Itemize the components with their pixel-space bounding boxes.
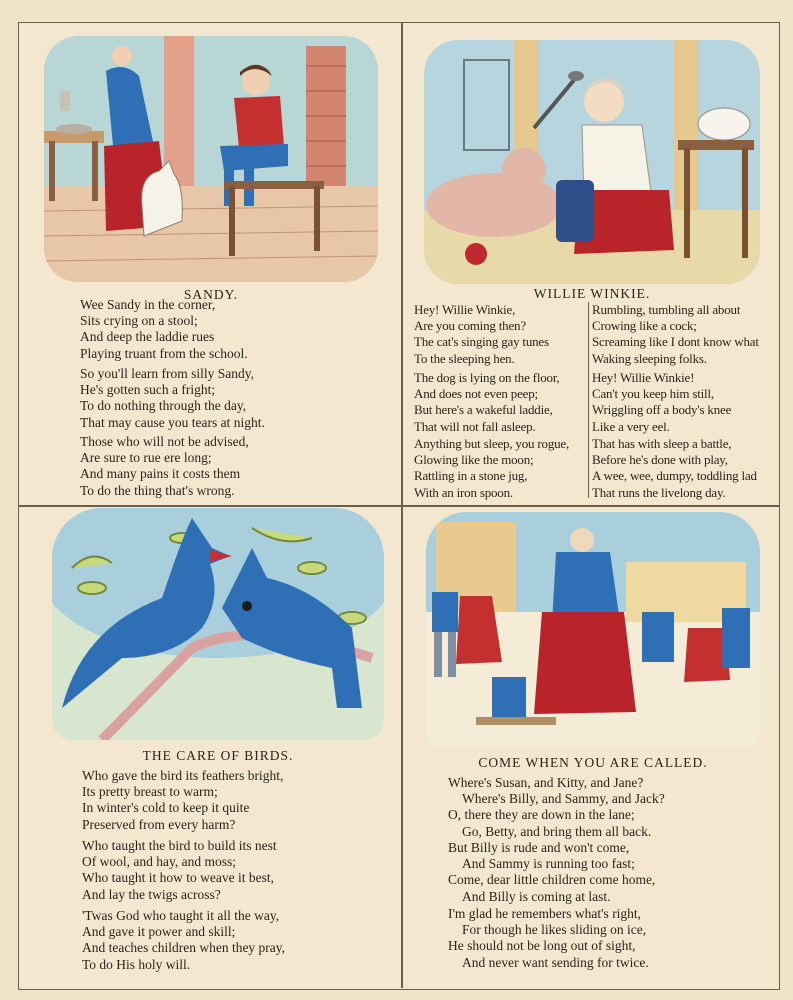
poem-line: Hey! Willie Winkie! bbox=[592, 370, 695, 385]
poem-line: To do the thing that's wrong. bbox=[80, 482, 235, 498]
poem-line: Rumbling, tumbling all about bbox=[592, 302, 741, 317]
called-title: COME WHEN YOU ARE CALLED. bbox=[478, 755, 708, 770]
poem-line: But Billy is rude and won't come, bbox=[448, 840, 630, 855]
poem-line: A wee, wee, dumpy, toddling lad bbox=[592, 468, 757, 484]
children-called-illustration bbox=[426, 512, 760, 748]
sandy-stanza-3 bbox=[80, 434, 249, 499]
poem-line: That runs the livelong day. bbox=[592, 484, 726, 500]
poem-line: And Sammy is running too fast; bbox=[462, 856, 635, 872]
poem-line: To the sleeping hen. bbox=[414, 350, 515, 366]
poem-line: Screaming like I dont know what bbox=[592, 334, 759, 350]
poem-line: Where's Billy, and Sammy, and Jack? bbox=[462, 791, 665, 807]
sandy-stanza-1 bbox=[80, 297, 248, 362]
birds-stanza-1 bbox=[82, 768, 283, 833]
poem-line: With an iron spoon. bbox=[414, 484, 513, 500]
birds-stanza-3 bbox=[82, 908, 285, 973]
poem-line: And never want sending for twice. bbox=[462, 954, 649, 970]
willie-right-stanza-2 bbox=[592, 370, 731, 435]
poem-line: Before he's done with play, bbox=[592, 452, 728, 468]
poem-line: He's gotten such a fright; bbox=[80, 382, 216, 398]
poem-line: Can't you keep him still, bbox=[592, 386, 714, 402]
poem-line: Rattling in a stone jug, bbox=[414, 468, 528, 484]
willie-winkie-illustration bbox=[424, 40, 760, 284]
poem-line: And many pains it costs them bbox=[80, 466, 241, 482]
willie-right-stanza-3 bbox=[592, 436, 757, 501]
poem-line: The dog is lying on the floor, bbox=[414, 370, 560, 385]
poem-line: O, there they are down in the lane; bbox=[448, 807, 635, 823]
poem-line: And teaches children when they pray, bbox=[82, 940, 286, 956]
poem-line: Glowing like the moon; bbox=[414, 452, 534, 468]
poem-line: That may cause you tears at night. bbox=[80, 414, 265, 430]
poem-line: For though he likes sliding on ice, bbox=[462, 922, 647, 938]
poem-line: 'Twas God who taught it all the way, bbox=[82, 908, 280, 923]
poem-line: Preserved from every harm? bbox=[82, 816, 236, 832]
poem-line: And deep the laddie rues bbox=[80, 329, 215, 345]
poem-line: Hey! Willie Winkie, bbox=[414, 302, 516, 317]
poem-line: Anything but sleep, you rogue, bbox=[414, 436, 570, 451]
poem-line: In winter's cold to keep it quite bbox=[82, 800, 250, 816]
poem-line: But here's a wakeful laddie, bbox=[414, 402, 553, 418]
birds-stanza-2 bbox=[82, 838, 277, 903]
poem-line: Those who will not be advised, bbox=[80, 434, 249, 449]
willie-left-stanza-2 bbox=[414, 370, 560, 435]
poem-line: Playing truant from the school. bbox=[80, 345, 248, 361]
poem-line: Waking sleeping folks. bbox=[592, 350, 707, 366]
willie-left-stanza-1 bbox=[414, 302, 549, 367]
poem-line: And Billy is coming at last. bbox=[462, 888, 611, 904]
poem-line: That has with sleep a battle, bbox=[592, 436, 732, 451]
poem-line: The cat's singing gay tunes bbox=[414, 334, 549, 350]
poem-line: Go, Betty, and bring them all back. bbox=[462, 823, 652, 839]
poem-line: To do His holy will. bbox=[82, 956, 191, 972]
poem-line: Are you coming then? bbox=[414, 318, 526, 334]
poem-line: To do nothing through the day, bbox=[80, 398, 247, 414]
horizontal-divider bbox=[18, 505, 780, 507]
poem-line: He should not be long out of sight, bbox=[448, 938, 636, 954]
called-stanza-2 bbox=[448, 840, 655, 905]
poem-line: That will not fall asleep. bbox=[414, 418, 536, 434]
poem-line: Who taught it how to weave it best, bbox=[82, 870, 274, 886]
poem-line: Wriggling off a body's knee bbox=[592, 402, 732, 418]
called-stanza-1 bbox=[448, 775, 665, 840]
poem-line: And does not even peep; bbox=[414, 386, 538, 402]
willie-left-stanza-3 bbox=[414, 436, 569, 501]
birds-title: THE CARE OF BIRDS. bbox=[142, 748, 294, 763]
called-stanza-3 bbox=[448, 906, 649, 971]
poem-line: Like a very eel. bbox=[592, 418, 670, 434]
poem-line: I'm glad he remembers what's right, bbox=[448, 906, 642, 921]
poem-line: Who taught the bird to build its nest bbox=[82, 838, 277, 853]
sandy-illustration bbox=[44, 36, 378, 282]
willie-column-rule bbox=[588, 302, 589, 498]
willie-title: WILLIE WINKIE. bbox=[533, 286, 651, 301]
poem-line: Crowing like a cock; bbox=[592, 318, 697, 334]
poem-line: Come, dear little children come home, bbox=[448, 872, 656, 888]
poem-line: And gave it power and skill; bbox=[82, 924, 236, 940]
willie-right-stanza-1 bbox=[592, 302, 759, 367]
poem-line: Who gave the bird its feathers bright, bbox=[82, 768, 284, 783]
poem-line: Sits crying on a stool; bbox=[80, 313, 198, 329]
poem-line: Its pretty breast to warm; bbox=[82, 784, 218, 800]
poem-line: Are sure to rue ere long; bbox=[80, 450, 212, 466]
poem-line: And lay the twigs across? bbox=[82, 886, 221, 902]
poem-line: Wee Sandy in the corner, bbox=[80, 297, 216, 312]
poem-line: So you'll learn from silly Sandy, bbox=[80, 366, 255, 381]
poem-line: Where's Susan, and Kitty, and Jane? bbox=[448, 775, 644, 790]
sandy-stanza-2 bbox=[80, 366, 265, 431]
poem-line: Of wool, and hay, and moss; bbox=[82, 854, 236, 870]
bluebirds-illustration bbox=[52, 508, 384, 740]
sandy-title: SANDY. bbox=[183, 287, 239, 302]
